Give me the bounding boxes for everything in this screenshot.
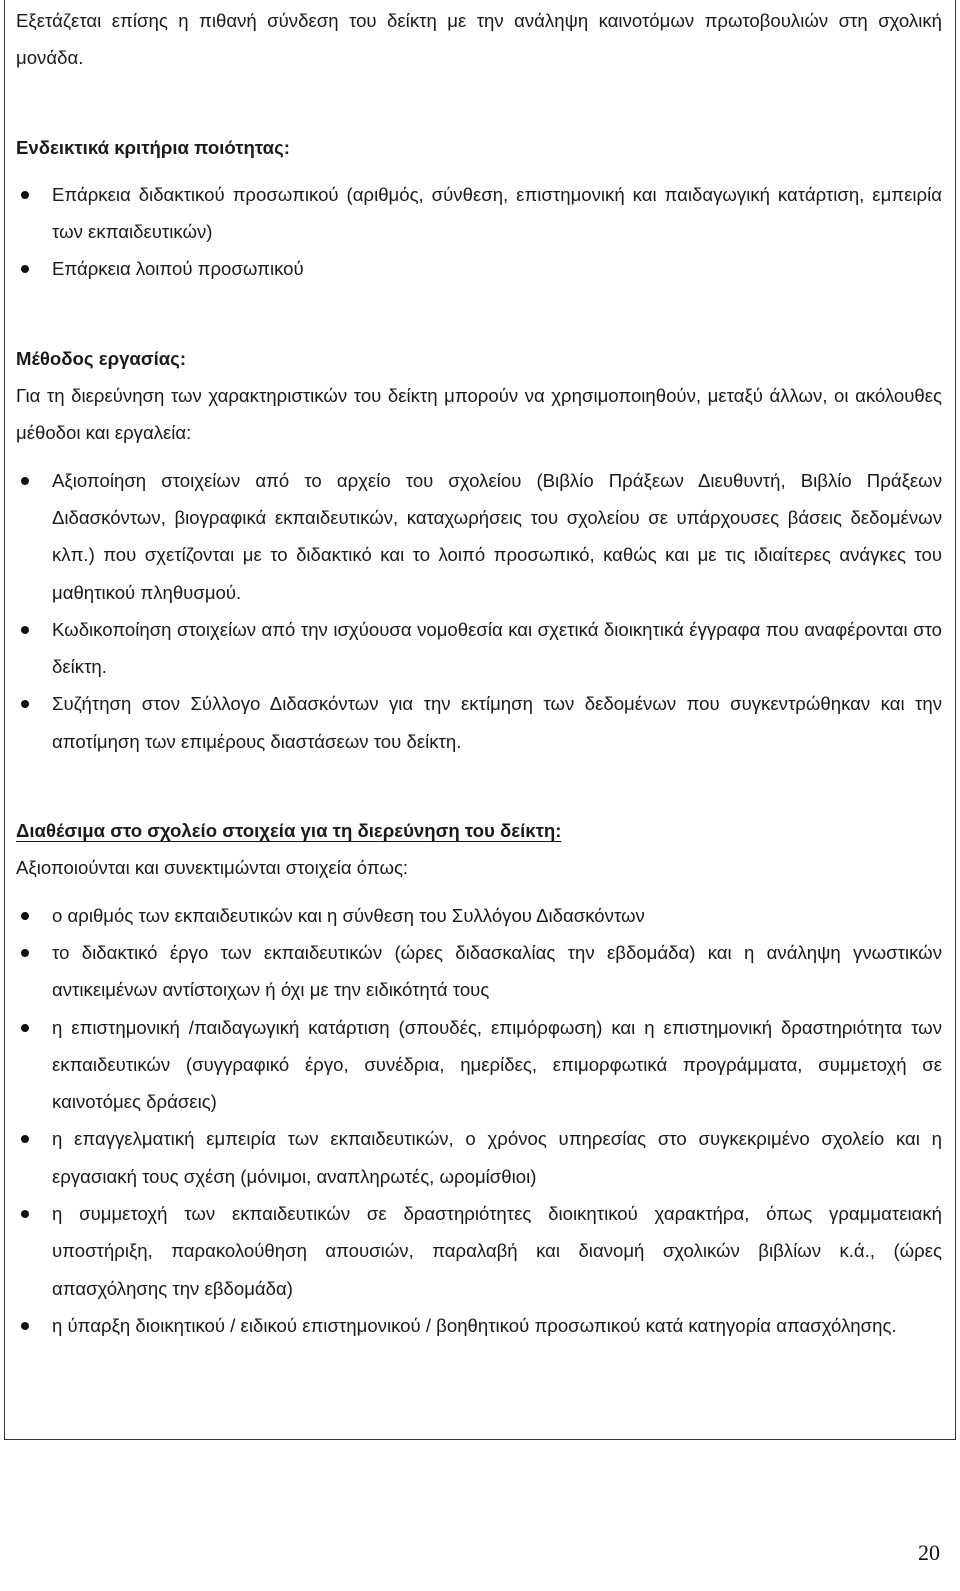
criteria-heading: Ενδεικτικά κριτήρια ποιότητας:	[16, 136, 290, 158]
available-data-heading: Διαθέσιμα στο σχολείο στοιχεία για τη διερεύνηση του δείκτη:	[16, 820, 562, 842]
method-heading: Μέθοδος εργασίας:	[16, 347, 187, 369]
list-item: Αξιοποίηση στοιχείων από το αρχείο του σχολείου (Βιβλίο Πράξεων Διευθυντή, Βιβλίο Πράξεων Διδασκόντων, βιογραφικά εκπαιδευτικών, καταχωρήσεις του σχολείου σε υπάρχουσες βάσεις δεδομένων κλπ.) που σχετίζονται με το διδακτικό και το λοιπό προσωπικό, καθώς και με τις ιδιαίτερες ανάγκες του μαθητικού πληθυσμού.	[16, 462, 942, 611]
list-item: ο αριθμός των εκπαιδευτικών και η σύνθεση του Συλλόγου Διδασκόντων	[16, 897, 942, 934]
criteria-list	[16, 176, 942, 288]
page-number: 20	[918, 1540, 940, 1565]
list-item: Συζήτηση στον Σύλλογο Διδασκόντων για την εκτίμηση των δεδομένων που συγκεντρώθηκαν και την αποτίμηση των επιμέρους διαστάσεων του δείκτη.	[16, 685, 942, 760]
list-item: Κωδικοποίηση στοιχείων από την ισχύουσα νομοθεσία και σχετικά διοικητικά έγγραφα που αναφέρονται στο δείκτη.	[16, 611, 942, 686]
list-item: Επάρκεια λοιπού προσωπικού	[16, 250, 942, 287]
method-list	[16, 462, 942, 760]
list-item: η ύπαρξη διοικητικού / ειδικού επιστημονικού / βοηθητικού προσωπικού κατά κατηγορία απασχόλησης.	[16, 1307, 942, 1344]
list-item: το διδακτικό έργο των εκπαιδευτικών (ώρες διδασκαλίας την εβδομάδα) και η ανάληψη γνωστικών αντικειμένων αντίστοιχων ή όχι με την ειδικότητά τους	[16, 934, 942, 1009]
list-item: η επιστημονική /παιδαγωγική κατάρτιση (σπουδές, επιμόρφωση) και η επιστημονική δραστηριότητα των εκπαιδευτικών (συγγραφικό έργο, συνέδρια, ημερίδες, επιμορφωτικά προγράμματα, συμμετοχή σε καινοτόμες δράσεις)	[16, 1009, 942, 1121]
available-data-intro: Αξιοποιούνται και συνεκτιμώνται στοιχεία όπως:	[16, 857, 409, 879]
list-item: η επαγγελματική εμπειρία των εκπαιδευτικών, ο χρόνος υπηρεσίας στο συγκεκριμένο σχολείο και η εργασιακή τους σχέση (μόνιμοι, αναπληρωτές, ωρομίσθιοι)	[16, 1120, 942, 1195]
document-body	[16, 2, 942, 1344]
list-item: η συμμετοχή των εκπαιδευτικών σε δραστηριότητες διοικητικού χαρακτήρα, όπως γραμματειακή υποστήριξη, παρακολούθηση απουσιών, παραλαβή και διανομή σχολικών βιβλίων κ.ά., (ώρες απασχόλησης την εβδομάδα)	[16, 1195, 942, 1307]
available-data-list	[16, 897, 942, 1345]
intro-paragraph: Εξετάζεται επίσης η πιθανή σύνδεση του δείκτη με την ανάληψη καινοτόμων πρωτοβουλιών στη σχολική μονάδα.	[16, 10, 942, 69]
list-item: Επάρκεια διδακτικού προσωπικού (αριθμός, σύνθεση, επιστημονική και παιδαγωγική κατάρτιση, εμπειρία των εκπαιδευτικών)	[16, 176, 942, 251]
method-intro: Για τη διερεύνηση των χαρακτηριστικών του δείκτη μπορούν να χρησιμοποιηθούν, μεταξύ άλλων, οι ακόλουθες μέθοδοι και εργαλεία:	[16, 385, 942, 444]
